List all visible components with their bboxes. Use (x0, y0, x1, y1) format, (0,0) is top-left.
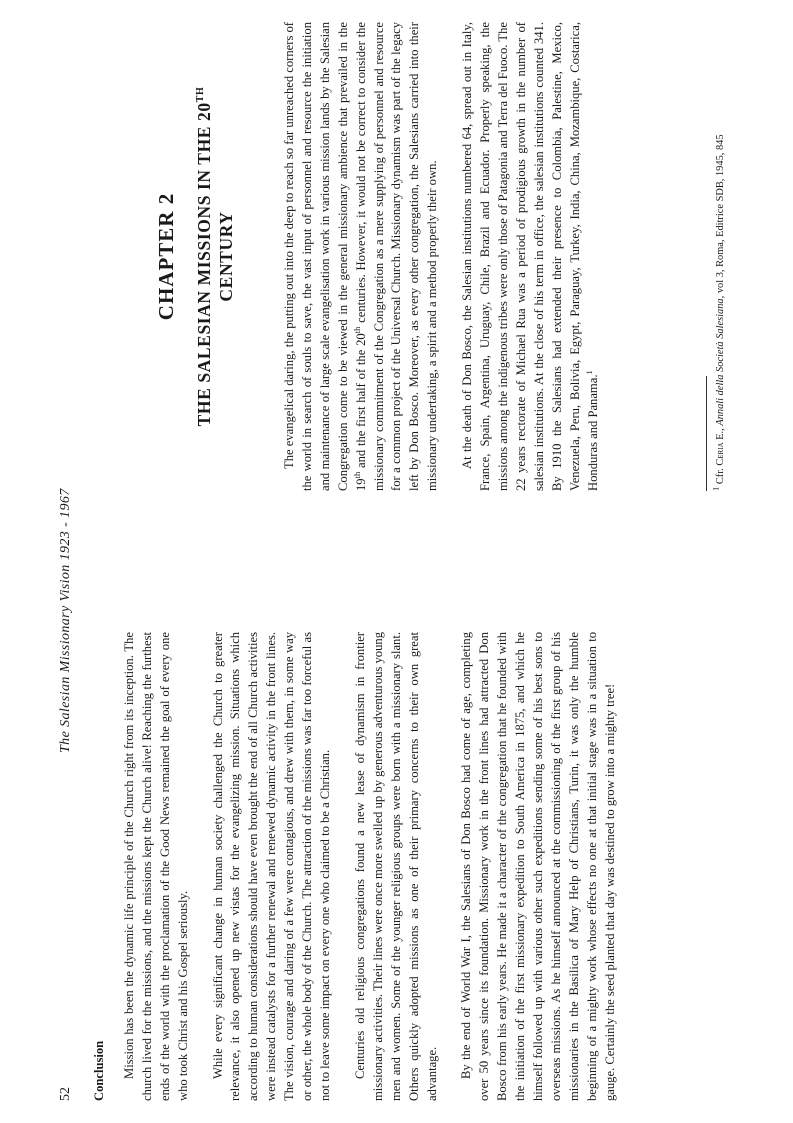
footnote: $^1$ Cfr. Ceria E., Annali della Società Salesiana, vol 3, Roma, Editrice SDB, 1945, 845 (710, 134, 726, 491)
footnote-reference: 1 (583, 370, 594, 375)
footnote-author: Ceria (715, 442, 726, 466)
running-head (58, 0, 78, 1123)
chapter-label: CHAPTER 2 (154, 192, 178, 321)
footnote-marker: 1 (710, 486, 721, 491)
chapter-heading (154, 22, 237, 491)
paragraph: By the end of World War I, the Salesians of Don Bosco had come of age, completing over 50 years since its foundation. Missionary work in the front lines had attracted Don Bosco from his early years. He made it a character of the congregation that he founded with the initiation of the first missionary expedition to South America in 1875, and which he himself followed up with various other such expeditions sending some of his best sons to overseas missions. As he himself announced at the commissioning of the first group of his missionaries in the Basilica of Mary Help of Christians, Turin, it was only the humble beginning of a mighty work whose effects no one at that initial stage was in a situation to gauge. Certainly the seed planted that day was destined to grow into a mighty tree! (459, 632, 617, 1101)
paragraph: Mission has been the dynamic life principle of the Church right from its inception. The church lived for the missions, and the missions kept the Church alive! Reaching the furthest ends of the world with the proclamation of the Good News remained the goal of every one who took Christ and his Gospel seriously. (121, 632, 190, 1101)
chapter-title (193, 22, 237, 491)
chapter-title-line1: THE SALESIAN MISSIONS IN THE 20 (194, 102, 214, 427)
chapter-title-line2: CENTURY (216, 211, 236, 302)
paragraph: At the death of Don Bosco, the Salesian institutions numbered 64, spread out in Italy, France, Spain, Argentina, Uruguay, Chile, Brazil and Ecuador. Properly speaking, the missions among the indigenous tribes were only those of Patagonia and Terra del Fuoco. The 22 years rectorate of Michael Rua was a period of prodigious growth in the number of salesian institutions. At the close of his term in office, the salesian institutions counted 341. By 1910 the Salesians had extended their presence to Colombia, Palestine, Mexico, Venezuela, Peru, Bolivia, Egypt, Paraguay, Turkey, India, China, Mozambique, Costarica, Honduras and Panama.$^1$ (460, 22, 600, 491)
left-column (91, 632, 620, 1101)
paragraph: Centuries old religious congregations found a new lease of dynamism in frontier missionary activities. Their lines were once more swelled up by generous adventurous young men and women. Some of the younger religious groups were born with a missionary slant. Others quickly adopted missions as one of their primary concerns to their own great advantage. (352, 632, 439, 1101)
chapter-title-superscript: TH (195, 86, 207, 103)
footnote-rule (706, 376, 707, 491)
running-title: The Salesian Missionary Vision 1923 - 1967 (58, 488, 73, 753)
right-column (281, 22, 602, 491)
page-number: 52 (58, 1087, 73, 1101)
paragraph: The evangelical daring, the putting out into the deep to reach so far unreached corners of the world in search of souls to save, the vast input of personnel and resource the initiation and maintenance of large scale evangelisation work in various mission lands by the Salesian Congregation come to be viewed in the general missionary ambience that prevailed in the 19th and the first half of the 20th centuries. However, it would not be correct to consider the missionary commitment of the Congregation as a mere supplying of personnel and resource for a common project of the Universal Church. Missionary dynamism was part of the legacy left by Don Bosco. Moreover, as every other congregation, the Salesians carried into their missionary undertaking, a spirit and a method properly their own. (282, 22, 440, 491)
footnote-title: Annali della Società Salesiana, (715, 295, 726, 426)
section-heading-conclusion: Conclusion (92, 1040, 106, 1101)
paragraph: While every significant change in human society challenged the Church to greater relevance, it also opened up new vistas for the evangelizing mission. Situations which according to human considerations should have even brought the end of all Church activities were instead catalysts for a further renewal and renewed dynamic activity in the front lines. The vision, courage and daring of a few were contagious, and drew with them, in some way or other, the whole body of the Church. The attraction of the missions was far too forceful as not to leave some impact on every one who claimed to be a Christian. (210, 632, 332, 1101)
